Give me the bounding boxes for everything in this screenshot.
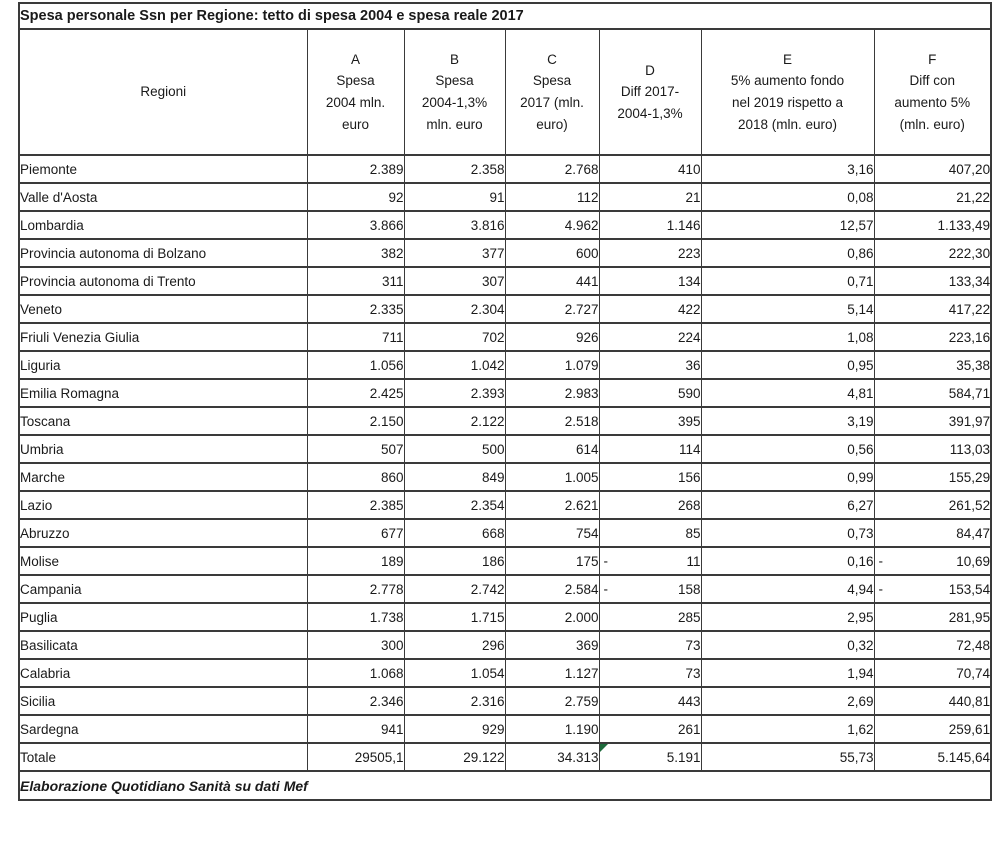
footer-row [19, 771, 991, 800]
table-row [19, 631, 991, 659]
cell-a: 711 [307, 323, 404, 351]
cell-b: 2.122 [404, 407, 505, 435]
cell-d: 223 [599, 239, 701, 267]
cell-c: 1.005 [505, 463, 599, 491]
cell-e: 0,16 [701, 547, 874, 575]
spesa-table [18, 2, 992, 801]
cell-d: 443 [599, 687, 701, 715]
table-row [19, 323, 991, 351]
region-name-cell: Toscana [19, 407, 307, 435]
cell-b: 29.122 [404, 743, 505, 771]
cell-b: 668 [404, 519, 505, 547]
cell-e: 0,71 [701, 267, 874, 295]
cell-f: 113,03 [874, 435, 991, 463]
col-header-a: A Spesa 2004 mln. euro [307, 29, 404, 155]
excel-error-marker-icon [600, 744, 608, 752]
table-row [19, 575, 991, 603]
cell-a: 677 [307, 519, 404, 547]
cell-e: 55,73 [701, 743, 874, 771]
cell-d: 36 [599, 351, 701, 379]
cell-a: 2.385 [307, 491, 404, 519]
cell-a: 2.150 [307, 407, 404, 435]
cell-d: - 158 [599, 575, 701, 603]
cell-f: 440,81 [874, 687, 991, 715]
minus-sign: - [603, 553, 608, 569]
cell-e: 1,08 [701, 323, 874, 351]
cell-f: 84,47 [874, 519, 991, 547]
region-name-cell: Calabria [19, 659, 307, 687]
region-name-cell: Lombardia [19, 211, 307, 239]
cell-b: 1.054 [404, 659, 505, 687]
region-name-cell: Emilia Romagna [19, 379, 307, 407]
cell-e: 0,56 [701, 435, 874, 463]
cell-c: 600 [505, 239, 599, 267]
cell-d: 156 [599, 463, 701, 491]
region-name-cell: Provincia autonoma di Bolzano [19, 239, 307, 267]
cell-e: 3,16 [701, 155, 874, 183]
cell-c: 614 [505, 435, 599, 463]
cell-a: 2.425 [307, 379, 404, 407]
cell-d: 85 [599, 519, 701, 547]
cell-e: 0,95 [701, 351, 874, 379]
cell-a: 2.389 [307, 155, 404, 183]
cell-a: 1.056 [307, 351, 404, 379]
minus-sign: - [878, 581, 883, 597]
region-name-cell: Abruzzo [19, 519, 307, 547]
cell-b: 500 [404, 435, 505, 463]
cell-a: 1.738 [307, 603, 404, 631]
cell-d: 261 [599, 715, 701, 743]
cell-c: 2.518 [505, 407, 599, 435]
table-body [19, 155, 991, 771]
cell-f: 1.133,49 [874, 211, 991, 239]
cell-e: 1,62 [701, 715, 874, 743]
cell-f: 70,74 [874, 659, 991, 687]
col-header-f: F Diff con aumento 5% (mln. euro) [874, 29, 991, 155]
cell-b: 307 [404, 267, 505, 295]
cell-e: 4,81 [701, 379, 874, 407]
cell-d: 73 [599, 631, 701, 659]
title-row [19, 3, 991, 29]
region-name-cell: Puglia [19, 603, 307, 631]
cell-c: 369 [505, 631, 599, 659]
cell-a: 189 [307, 547, 404, 575]
cell-f: 133,34 [874, 267, 991, 295]
cell-b: 2.304 [404, 295, 505, 323]
region-name-cell: Liguria [19, 351, 307, 379]
table-row [19, 183, 991, 211]
cell-c: 926 [505, 323, 599, 351]
cell-f: 222,30 [874, 239, 991, 267]
table-row [19, 155, 991, 183]
table-row [19, 491, 991, 519]
cell-c: 1.079 [505, 351, 599, 379]
table-row [19, 435, 991, 463]
cell-e: 6,27 [701, 491, 874, 519]
cell-d: 395 [599, 407, 701, 435]
region-name-cell: Molise [19, 547, 307, 575]
cell-a: 507 [307, 435, 404, 463]
table-row [19, 407, 991, 435]
table-row [19, 351, 991, 379]
cell-d: 224 [599, 323, 701, 351]
cell-c: 441 [505, 267, 599, 295]
cell-c: 754 [505, 519, 599, 547]
cell-a: 311 [307, 267, 404, 295]
minus-sign: - [603, 581, 608, 597]
cell-c: 4.962 [505, 211, 599, 239]
cell-a: 92 [307, 183, 404, 211]
cell-f: - 10,69 [874, 547, 991, 575]
cell-b: 1.042 [404, 351, 505, 379]
cell-a: 860 [307, 463, 404, 491]
cell-d: 285 [599, 603, 701, 631]
cell-c: 34.313 [505, 743, 599, 771]
cell-f: 35,38 [874, 351, 991, 379]
cell-e: 4,94 [701, 575, 874, 603]
cell-c: 2.768 [505, 155, 599, 183]
cell-c: 175 [505, 547, 599, 575]
region-name-cell: Sardegna [19, 715, 307, 743]
cell-d: 114 [599, 435, 701, 463]
region-name-cell: Basilicata [19, 631, 307, 659]
cell-c: 2.983 [505, 379, 599, 407]
cell-a: 1.068 [307, 659, 404, 687]
region-name-cell: Friuli Venezia Giulia [19, 323, 307, 351]
table-row [19, 715, 991, 743]
cell-c: 2.000 [505, 603, 599, 631]
table-row [19, 603, 991, 631]
cell-d: 422 [599, 295, 701, 323]
cell-a: 2.346 [307, 687, 404, 715]
col-header-b: B Spesa 2004-1,3% mln. euro [404, 29, 505, 155]
cell-b: 296 [404, 631, 505, 659]
table-row [19, 547, 991, 575]
cell-f: 223,16 [874, 323, 991, 351]
cell-c: 2.759 [505, 687, 599, 715]
cell-e: 1,94 [701, 659, 874, 687]
cell-f: - 153,54 [874, 575, 991, 603]
cell-b: 2.393 [404, 379, 505, 407]
cell-e: 0,99 [701, 463, 874, 491]
table-title: Spesa personale Ssn per Regione: tetto di spesa 2004 e spesa reale 2017 [19, 3, 991, 29]
cell-d: 1.146 [599, 211, 701, 239]
cell-f: 5.145,64 [874, 743, 991, 771]
region-name-cell: Lazio [19, 491, 307, 519]
cell-b: 186 [404, 547, 505, 575]
cell-f: 72,48 [874, 631, 991, 659]
cell-b: 849 [404, 463, 505, 491]
cell-e: 0,32 [701, 631, 874, 659]
cell-d: 410 [599, 155, 701, 183]
region-name-cell: Veneto [19, 295, 307, 323]
table-row [19, 239, 991, 267]
cell-b: 2.354 [404, 491, 505, 519]
cell-d: 5.191 [599, 743, 701, 771]
cell-c: 1.190 [505, 715, 599, 743]
cell-a: 3.866 [307, 211, 404, 239]
cell-a: 2.778 [307, 575, 404, 603]
cell-d: 134 [599, 267, 701, 295]
col-header-regioni: Regioni [19, 29, 307, 155]
cell-f: 261,52 [874, 491, 991, 519]
cell-c: 1.127 [505, 659, 599, 687]
cell-e: 5,14 [701, 295, 874, 323]
cell-b: 2.358 [404, 155, 505, 183]
region-name-cell: Umbria [19, 435, 307, 463]
cell-a: 382 [307, 239, 404, 267]
col-header-e: E 5% aumento fondo nel 2019 rispetto a 2018 (mln. euro) [701, 29, 874, 155]
cell-a: 941 [307, 715, 404, 743]
cell-e: 0,08 [701, 183, 874, 211]
region-name-cell: Totale [19, 743, 307, 771]
cell-f: 281,95 [874, 603, 991, 631]
cell-e: 2,95 [701, 603, 874, 631]
table-row [19, 379, 991, 407]
table-row [19, 295, 991, 323]
table-wrapper [18, 2, 992, 801]
cell-c: 112 [505, 183, 599, 211]
table-row [19, 659, 991, 687]
cell-c: 2.621 [505, 491, 599, 519]
cell-f: 584,71 [874, 379, 991, 407]
cell-b: 929 [404, 715, 505, 743]
cell-c: 2.727 [505, 295, 599, 323]
cell-b: 91 [404, 183, 505, 211]
col-header-c: C Spesa 2017 (mln. euro) [505, 29, 599, 155]
region-name-cell: Piemonte [19, 155, 307, 183]
cell-d: 73 [599, 659, 701, 687]
cell-b: 2.742 [404, 575, 505, 603]
cell-b: 3.816 [404, 211, 505, 239]
region-name-cell: Valle d'Aosta [19, 183, 307, 211]
cell-f: 21,22 [874, 183, 991, 211]
minus-sign: - [878, 553, 883, 569]
region-name-cell: Sicilia [19, 687, 307, 715]
cell-b: 377 [404, 239, 505, 267]
cell-e: 3,19 [701, 407, 874, 435]
cell-a: 300 [307, 631, 404, 659]
cell-b: 2.316 [404, 687, 505, 715]
table-row [19, 211, 991, 239]
table-footer: Elaborazione Quotidiano Sanità su dati Mef [19, 771, 991, 800]
cell-d: - 11 [599, 547, 701, 575]
cell-f: 407,20 [874, 155, 991, 183]
cell-a: 29505,1 [307, 743, 404, 771]
table-row [19, 743, 991, 771]
region-name-cell: Marche [19, 463, 307, 491]
cell-d: 21 [599, 183, 701, 211]
cell-e: 2,69 [701, 687, 874, 715]
cell-c: 2.584 [505, 575, 599, 603]
cell-a: 2.335 [307, 295, 404, 323]
cell-b: 702 [404, 323, 505, 351]
cell-f: 259,61 [874, 715, 991, 743]
header-row [19, 29, 991, 155]
region-name-cell: Provincia autonoma di Trento [19, 267, 307, 295]
cell-e: 0,86 [701, 239, 874, 267]
table-row [19, 463, 991, 491]
cell-b: 1.715 [404, 603, 505, 631]
region-name-cell: Campania [19, 575, 307, 603]
cell-f: 155,29 [874, 463, 991, 491]
table-row [19, 519, 991, 547]
cell-d: 590 [599, 379, 701, 407]
cell-f: 391,97 [874, 407, 991, 435]
table-row [19, 687, 991, 715]
cell-e: 0,73 [701, 519, 874, 547]
table-row [19, 267, 991, 295]
cell-e: 12,57 [701, 211, 874, 239]
cell-f: 417,22 [874, 295, 991, 323]
col-header-d: D Diff 2017- 2004-1,3% [599, 29, 701, 155]
cell-d: 268 [599, 491, 701, 519]
